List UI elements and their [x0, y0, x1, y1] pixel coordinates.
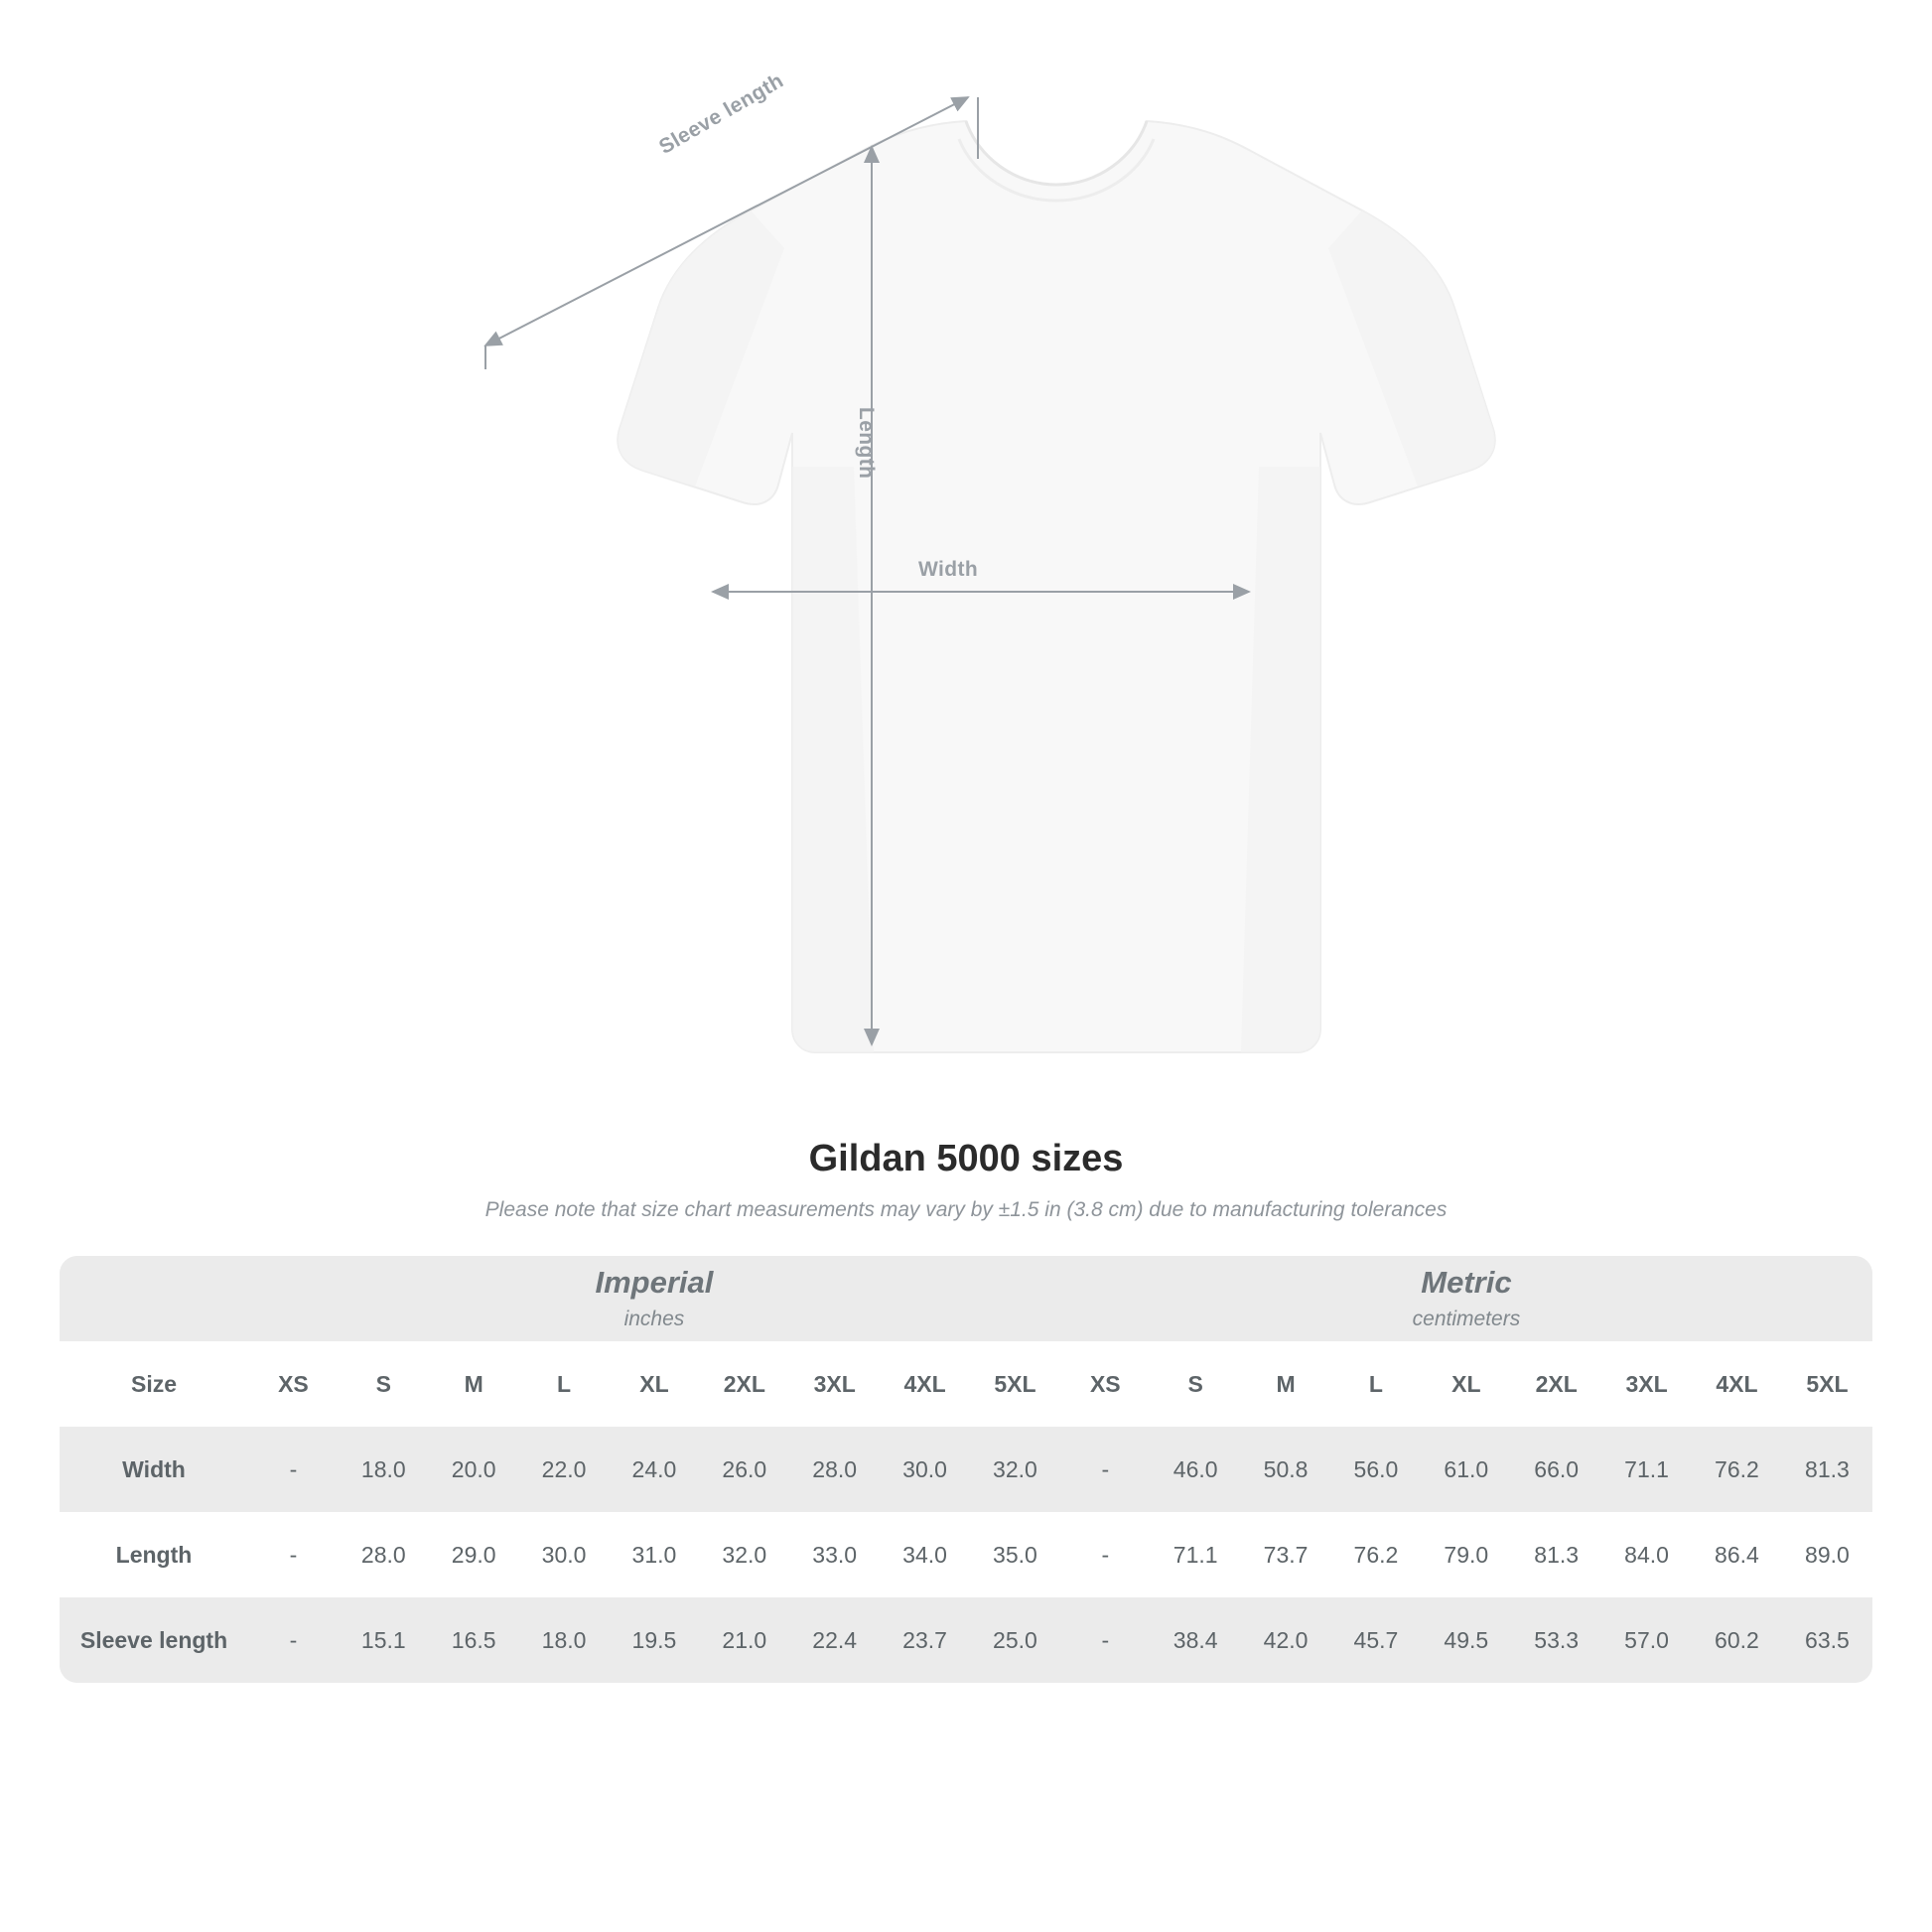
cell-sleeve-metric-2xl: 53.3 — [1511, 1597, 1601, 1683]
size-table-wrapper — [60, 1256, 1872, 1683]
cell-width-imperial-2xl: 26.0 — [699, 1427, 789, 1512]
cell-length-metric-l: 76.2 — [1331, 1512, 1422, 1597]
cell-length-imperial-xl: 31.0 — [610, 1512, 700, 1597]
metric-unit-name: Metric — [1421, 1264, 1512, 1300]
cell-width-imperial-l: 22.0 — [519, 1427, 610, 1512]
cell-length-imperial-3xl: 33.0 — [789, 1512, 880, 1597]
size-header-metric-xs: XS — [1060, 1341, 1151, 1427]
metric-unit-header — [1060, 1256, 1872, 1341]
imperial-unit-sub: inches — [623, 1308, 685, 1331]
size-header-row — [60, 1341, 1872, 1427]
title-block — [0, 1138, 1932, 1222]
size-table — [60, 1256, 1872, 1683]
cell-length-imperial-s: 28.0 — [339, 1512, 429, 1597]
cell-length-metric-4xl: 86.4 — [1692, 1512, 1782, 1597]
cell-width-imperial-4xl: 30.0 — [880, 1427, 970, 1512]
size-header-metric-s: S — [1151, 1341, 1241, 1427]
cell-length-metric-xs: - — [1060, 1512, 1151, 1597]
cell-length-metric-3xl: 84.0 — [1601, 1512, 1692, 1597]
cell-sleeve-imperial-xl: 19.5 — [610, 1597, 700, 1683]
cell-sleeve-metric-m: 42.0 — [1241, 1597, 1331, 1683]
cell-width-metric-4xl: 76.2 — [1692, 1427, 1782, 1512]
cell-sleeve-metric-5xl: 63.5 — [1782, 1597, 1872, 1683]
cell-length-imperial-m: 29.0 — [429, 1512, 519, 1597]
tolerance-note: Please note that size chart measurements may vary by ±1.5 in (3.8 cm) due to manufacturing tolerances — [484, 1198, 1448, 1221]
cell-length-imperial-5xl: 35.0 — [970, 1512, 1060, 1597]
cell-sleeve-metric-xl: 49.5 — [1421, 1597, 1511, 1683]
cell-width-metric-3xl: 71.1 — [1601, 1427, 1692, 1512]
cell-length-metric-5xl: 89.0 — [1782, 1512, 1872, 1597]
cell-sleeve-imperial-2xl: 21.0 — [699, 1597, 789, 1683]
sleeve-length-label: Sleeve length — [655, 69, 788, 159]
cell-width-metric-s: 46.0 — [1151, 1427, 1241, 1512]
cell-length-imperial-xs: - — [248, 1512, 339, 1597]
cell-width-metric-m: 50.8 — [1241, 1427, 1331, 1512]
cell-width-imperial-s: 18.0 — [339, 1427, 429, 1512]
metric-unit-sub: centimeters — [1412, 1308, 1521, 1331]
cell-width-metric-xl: 61.0 — [1421, 1427, 1511, 1512]
cell-width-imperial-xl: 24.0 — [610, 1427, 700, 1512]
size-header-imperial-4xl: 4XL — [880, 1341, 970, 1427]
width-label: Width — [918, 558, 979, 581]
cell-width-imperial-m: 20.0 — [429, 1427, 519, 1512]
cell-length-metric-s: 71.1 — [1151, 1512, 1241, 1597]
cell-length-metric-m: 73.7 — [1241, 1512, 1331, 1597]
table-row-width — [60, 1427, 1872, 1512]
size-header-imperial-3xl: 3XL — [789, 1341, 880, 1427]
size-header-imperial-xl: XL — [610, 1341, 700, 1427]
size-header-metric-l: L — [1331, 1341, 1422, 1427]
tshirt-shape — [618, 121, 1494, 1052]
cell-length-imperial-l: 30.0 — [519, 1512, 610, 1597]
size-header-imperial-2xl: 2XL — [699, 1341, 789, 1427]
cell-sleeve-imperial-4xl: 23.7 — [880, 1597, 970, 1683]
table-row-length — [60, 1512, 1872, 1597]
row-label-sleeve-length: Sleeve length — [60, 1597, 248, 1683]
cell-length-metric-xl: 79.0 — [1421, 1512, 1511, 1597]
size-header-metric-xl: XL — [1421, 1341, 1511, 1427]
imperial-unit-header — [248, 1256, 1060, 1341]
cell-sleeve-imperial-l: 18.0 — [519, 1597, 610, 1683]
cell-sleeve-imperial-5xl: 25.0 — [970, 1597, 1060, 1683]
units-header-row — [60, 1256, 1872, 1341]
cell-sleeve-metric-l: 45.7 — [1331, 1597, 1422, 1683]
cell-sleeve-imperial-3xl: 22.4 — [789, 1597, 880, 1683]
cell-sleeve-metric-s: 38.4 — [1151, 1597, 1241, 1683]
row-label-width: Width — [60, 1427, 248, 1512]
size-header-metric-2xl: 2XL — [1511, 1341, 1601, 1427]
cell-width-metric-2xl: 66.0 — [1511, 1427, 1601, 1512]
page-title: Gildan 5000 sizes — [808, 1138, 1124, 1179]
cell-width-imperial-3xl: 28.0 — [789, 1427, 880, 1512]
table-row-sleeve-length — [60, 1597, 1872, 1683]
imperial-unit-name: Imperial — [595, 1264, 714, 1300]
cell-width-imperial-xs: - — [248, 1427, 339, 1512]
units-header-spacer — [60, 1256, 248, 1341]
size-header-imperial-l: L — [519, 1341, 610, 1427]
cell-width-metric-5xl: 81.3 — [1782, 1427, 1872, 1512]
cell-sleeve-metric-xs: - — [1060, 1597, 1151, 1683]
cell-sleeve-imperial-m: 16.5 — [429, 1597, 519, 1683]
cell-width-imperial-5xl: 32.0 — [970, 1427, 1060, 1512]
cell-length-imperial-2xl: 32.0 — [699, 1512, 789, 1597]
cell-sleeve-imperial-xs: - — [248, 1597, 339, 1683]
cell-length-imperial-4xl: 34.0 — [880, 1512, 970, 1597]
cell-width-metric-l: 56.0 — [1331, 1427, 1422, 1512]
size-header-imperial-m: M — [429, 1341, 519, 1427]
cell-width-metric-xs: - — [1060, 1427, 1151, 1512]
size-header-metric-4xl: 4XL — [1692, 1341, 1782, 1427]
size-header-imperial-5xl: 5XL — [970, 1341, 1060, 1427]
size-header-metric-m: M — [1241, 1341, 1331, 1427]
cell-length-metric-2xl: 81.3 — [1511, 1512, 1601, 1597]
size-header-metric-5xl: 5XL — [1782, 1341, 1872, 1427]
cell-sleeve-metric-4xl: 60.2 — [1692, 1597, 1782, 1683]
length-label: Length — [855, 407, 878, 480]
row-label-length: Length — [60, 1512, 248, 1597]
size-header-metric-3xl: 3XL — [1601, 1341, 1692, 1427]
cell-sleeve-metric-3xl: 57.0 — [1601, 1597, 1692, 1683]
cell-sleeve-imperial-s: 15.1 — [339, 1597, 429, 1683]
size-header-imperial-s: S — [339, 1341, 429, 1427]
size-header-label: Size — [60, 1341, 248, 1427]
size-header-imperial-xs: XS — [248, 1341, 339, 1427]
